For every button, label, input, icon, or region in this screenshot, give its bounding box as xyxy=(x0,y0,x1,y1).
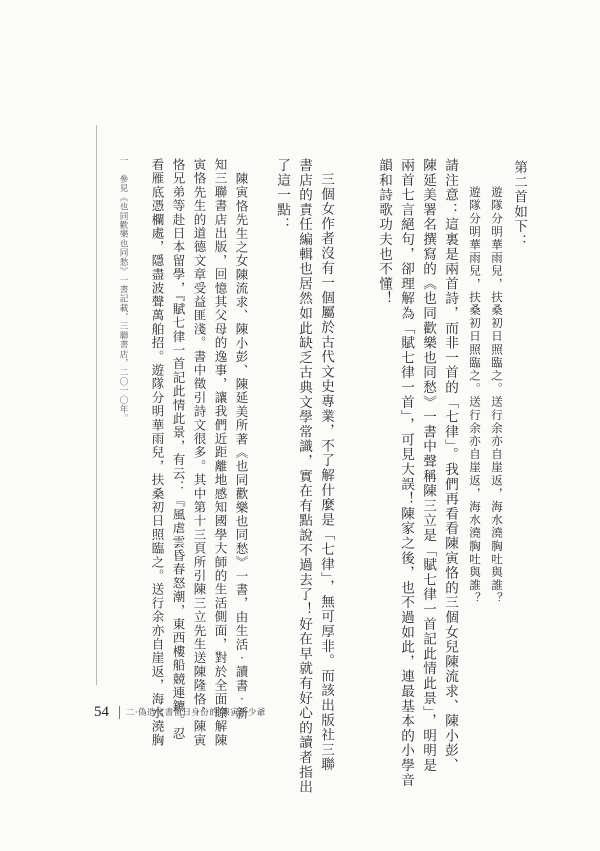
poem-line-2: 遊隊分明華雨兒，扶桑初日照臨之。送行余亦自崖返，海水澆胸吐與誰？ xyxy=(468,186,482,606)
poem-line-1: 遊隊分明華雨兒，扶桑初日照臨之。送行余亦自崖返，海水澆胸吐與誰？ xyxy=(490,186,504,606)
page-number: 54 xyxy=(94,703,109,720)
main-col-2: 請注意：這裏是兩首詩，而非一首的「七律」。我們再看看陳寅恪的三個女兒陳流求、陳小彭、 xyxy=(442,158,458,773)
page-footer xyxy=(94,701,514,723)
footnote: 一 參見《也同歡樂也同愁》一書記載，三聯書店，二〇一〇年。 xyxy=(118,156,128,423)
running-header: 二‧偽造官書留日身份的 陳寅恪少爺 xyxy=(126,708,266,718)
footnote-divider xyxy=(96,125,97,685)
main-col-1: 第二首如下： xyxy=(511,160,527,249)
quote-col-2: 知三聯書店出版，回憶其父母的逸事，讓我們近距離地感知國學大師的生活側面，對於全面瞭解陳 xyxy=(213,158,228,748)
footer-separator xyxy=(119,706,120,719)
main-col-3: 陳延美署名撰寫的《也同歡樂也同愁》一書中聲稱陳三立是「賦七律一首記此情此景」，明明是 xyxy=(420,158,436,773)
quote-col-4: 恪兄弟等赴日本留學，『賦七律一首記此情此景，有云：『風虐雲昏春怒潮，東西樓船競連鑣。忍 xyxy=(171,158,186,741)
main-col-5: 韻和詩歌功夫也不懂！ xyxy=(376,158,392,306)
main-col-6: 三個女作者沒有一個屬於古代文史專業，不了解什麼是「七律」，無可厚非。而該出版社三聯 xyxy=(318,172,334,772)
main-col-7: 書店的責任編輯也居然如此缺乏古典文學常識，實在有點說不過去了！好在早就有好心的讀者指出 xyxy=(296,158,312,795)
main-col-8: 了這一點： xyxy=(274,158,290,232)
quote-col-3: 寅恪先生的道德文章受益匪淺。書中徵引詩文很多。其中第十三頁所引陳三立先生送陳隆恪、陳寅 xyxy=(192,158,207,748)
main-col-4: 兩首七言絕句，卻理解為「賦七律一首」，可見大誤！陳家之後，也不過如此，連最基本的小學音 xyxy=(398,158,414,788)
quote-col-1: 陳寅恪先生之女陳流求、陳小彭、陳延美所著《也同歡樂也同愁》一書，由生活‧讀書‧新 xyxy=(234,172,249,720)
quote-col-5: 看雁底憑欄處，隱盡波聲萬舶招。遊隊分明華雨兒，扶桑初日照臨之。送行余亦自崖返，海水澆胸 xyxy=(150,158,165,748)
